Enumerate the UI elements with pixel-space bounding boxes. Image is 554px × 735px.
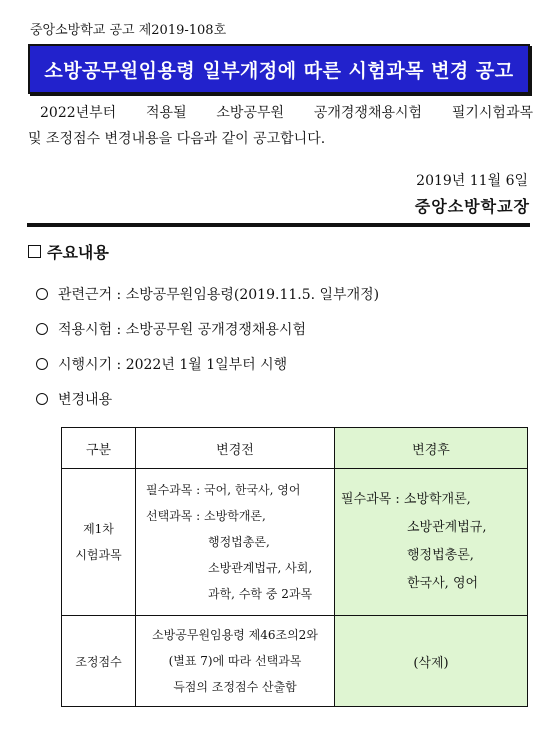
- circle-bullet-icon: [36, 323, 48, 335]
- list-item: [36, 284, 379, 304]
- section-heading: [28, 240, 109, 263]
- intro-line-2: 및 조정점수 변경내용을 다음과 같이 공고합니다.: [28, 131, 326, 147]
- cell-line: 소방관계법규,: [407, 520, 487, 535]
- cell-line: (별표 7)에 따라 선택과목: [168, 654, 302, 668]
- list-item-text: 적용시험 : 소방공무원 공개경쟁채용시험: [58, 322, 306, 338]
- notice-number: 중앙소방학교 공고 제2019-108호: [30, 23, 227, 38]
- table-row: [62, 469, 528, 616]
- list-item-text: 변경내용: [58, 392, 113, 408]
- cell-line: 과학, 수학 중 2과목: [208, 587, 313, 601]
- row-label-line: 시험과목: [75, 548, 122, 562]
- list-item-text: 관련근거 : 소방공무원임용령(2019.11.5. 일부개정): [58, 287, 380, 303]
- issuer: 중앙소방학교장: [414, 197, 530, 216]
- cell-line: 소방관계법규, 사회,: [208, 561, 313, 575]
- header-before: 변경전: [136, 428, 335, 469]
- cell-line: 필수과목 : 소방학개론,: [341, 492, 471, 507]
- cell-line: 행정법총론,: [407, 548, 474, 563]
- table-row: [62, 616, 528, 707]
- square-bullet-icon: [28, 245, 41, 258]
- cell-line: 한국사, 영어: [407, 576, 479, 591]
- page-title: 소방공무원임용령 일부개정에 따른 시험과목 변경 공고: [44, 59, 514, 82]
- cell-line: 필수과목 : 국어, 한국사, 영어: [146, 483, 301, 497]
- cell-line: 선택과목 : 소방학개론,: [146, 509, 266, 523]
- before-cell: [136, 616, 335, 707]
- cell-line: 득점의 조정점수 산출함: [173, 680, 297, 694]
- list-item: [36, 319, 306, 339]
- before-cell: [136, 469, 335, 616]
- row-label: 조정점수: [62, 616, 136, 707]
- intro-paragraph: [28, 100, 533, 152]
- notice-date: 2019년 11월 6일: [416, 173, 528, 189]
- cell-line: 행정법총론,: [208, 535, 270, 549]
- row-label-line: 제1차: [83, 522, 114, 536]
- title-banner: [28, 44, 530, 94]
- list-item: [36, 389, 112, 409]
- circle-bullet-icon: [36, 393, 48, 405]
- row-label: [62, 469, 136, 616]
- after-cell: [335, 469, 528, 616]
- table-header-row: [62, 428, 528, 469]
- cell-line: 소방공무원임용령 제46조의2와: [152, 628, 318, 642]
- divider: [27, 223, 530, 227]
- intro-line-1: 2022년부터 적용될 소방공무원 공개경쟁채용시험 필기시험과목: [40, 105, 533, 121]
- list-item-text: 시행시기 : 2022년 1월 1일부터 시행: [58, 357, 288, 373]
- change-table: [61, 427, 528, 707]
- header-category: 구분: [62, 428, 136, 469]
- list-item: [36, 354, 287, 374]
- after-cell: (삭제): [335, 616, 528, 707]
- circle-bullet-icon: [36, 288, 48, 300]
- circle-bullet-icon: [36, 358, 48, 370]
- section-title: 주요내용: [47, 243, 109, 262]
- header-after: 변경후: [335, 428, 528, 469]
